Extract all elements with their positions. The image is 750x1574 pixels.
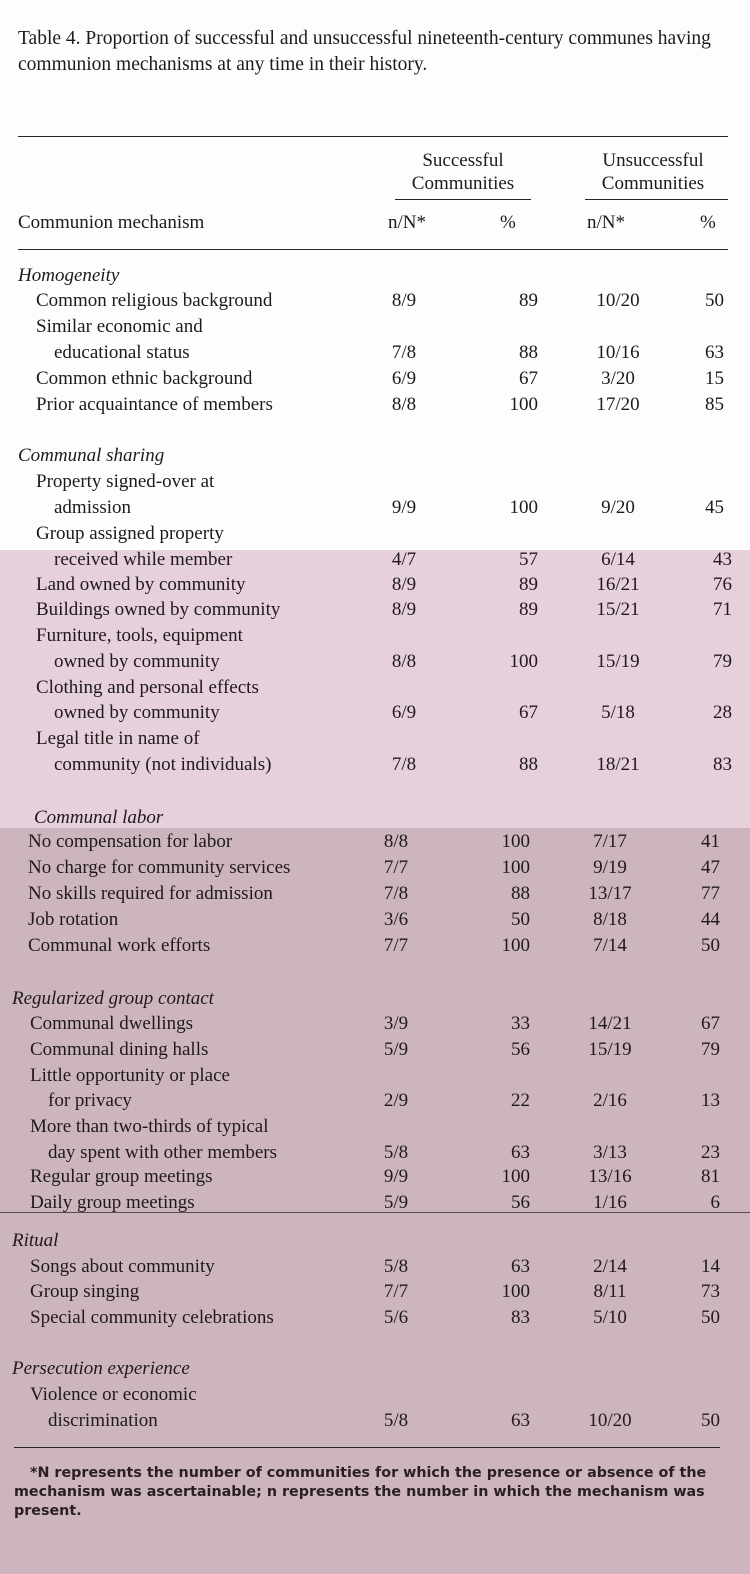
table-row [0,469,750,495]
unsuccessful-nN-cell: 15/19 [596,651,640,672]
bottom-rule [14,1447,720,1448]
unsuccessful-nN-cell: 2/16 [593,1090,627,1111]
successful-pct-cell: 63 [511,1256,530,1277]
successful-pct-cell: 100 [509,651,538,672]
successful-pct-cell: 100 [501,1166,530,1187]
unsuccessful-pct-cell: 85 [705,394,724,415]
mechanism-label: for privacy [48,1090,132,1111]
unsuccessful-header-line1: Unsuccessful [602,150,704,171]
successful-nN-cell: 5/9 [383,1039,409,1060]
mechanism-label: owned by community [54,651,220,672]
unsuccessful-nN-cell: 10/20 [596,290,640,311]
unsuccessful-pct-cell: 45 [705,497,724,518]
mechanism-label: Furniture, tools, equipment [36,625,243,646]
section-title: Homogeneity [18,265,120,286]
mechanism-label: Land owned by community [36,574,246,595]
unsuccessful-pct-cell: 67 [701,1013,720,1034]
successful-nN-cell: 7/7 [383,857,409,878]
unsuccessful-nN-cell: 13/17 [588,883,632,904]
successful-nN-cell: 5/8 [383,1142,409,1163]
successful-nN-cell: 5/6 [383,1307,409,1328]
successful-nN-cell: 5/9 [383,1192,409,1213]
table-row [0,700,750,726]
table-row [0,1408,750,1434]
mechanism-label: Buildings owned by community [36,599,281,620]
mechanism-label: Similar economic and [36,316,203,337]
unsuccessful-nN-cell: 15/21 [596,599,640,620]
mechanism-label: discrimination [48,1410,158,1431]
unsuccessful-pct-cell: 77 [701,883,720,904]
mechanism-label: No charge for community services [28,857,291,878]
table-row [0,881,750,907]
mechanism-label: day spent with other members [48,1142,278,1163]
successful-pct-cell: 100 [509,497,538,518]
mechanism-label: More than two-thirds of typical [30,1116,269,1137]
successful-pct-cell: 63 [511,1410,530,1431]
successful-pct-cell: 89 [519,574,538,595]
successful-header [385,150,541,195]
mechanism-label: received while member [54,549,233,570]
section-title: Communal sharing [18,445,165,466]
successful-pct-cell: 83 [511,1307,530,1328]
table-row [0,752,750,778]
successful-pct-header: % [500,212,516,233]
mechanism-label: Songs about community [30,1256,215,1277]
unsuccessful-pct-cell: 41 [701,831,720,852]
successful-pct-cell: 56 [511,1192,530,1213]
unsuccessful-pct-cell: 23 [701,1142,720,1163]
successful-nN-cell: 3/9 [383,1013,409,1034]
successful-pct-cell: 50 [511,909,530,930]
successful-nN-header: n/N* [388,212,426,233]
successful-nN-cell: 7/7 [383,1281,409,1302]
table-row [0,340,750,366]
unsuccessful-pct-cell: 15 [705,368,724,389]
table-row [0,1305,750,1331]
successful-nN-cell: 3/6 [383,909,409,930]
successful-pct-cell: 88 [519,754,538,775]
successful-pct-cell: 100 [501,1281,530,1302]
mechanism-label: Group assigned property [36,523,224,544]
unsuccessful-pct-cell: 63 [705,342,724,363]
unsuccessful-nN-cell: 8/18 [593,909,627,930]
section-title: Communal labor [34,807,164,828]
section-row [0,1228,750,1254]
mechanism-label: community (not individuals) [54,754,272,775]
table-row [0,1382,750,1408]
unsuccessful-nN-cell: 3/13 [593,1142,627,1163]
mechanism-label: No skills required for admission [28,883,273,904]
unsuccessful-nN-cell: 18/21 [596,754,640,775]
unsuccessful-nN-cell: 1/16 [593,1192,627,1213]
table-row [0,1140,750,1166]
table-row [0,623,750,649]
successful-pct-cell: 100 [501,831,530,852]
successful-nN-cell: 5/8 [383,1410,409,1431]
table-row [0,597,750,623]
mechanism-label: Daily group meetings [30,1192,195,1213]
successful-pct-cell: 100 [509,394,538,415]
unsuccessful-pct-cell: 50 [701,1307,720,1328]
unsuccessful-pct-cell: 50 [701,1410,720,1431]
mechanism-column-header: Communion mechanism [18,212,205,233]
successful-header-rule [395,199,531,200]
mechanism-label: Prior acquaintance of members [36,394,273,415]
mechanism-label: educational status [54,342,190,363]
mechanism-label: Clothing and personal effects [36,677,259,698]
mechanism-label: Property signed-over at [36,471,215,492]
successful-nN-cell: 7/7 [383,935,409,956]
unsuccessful-nN-cell: 7/17 [593,831,627,852]
mechanism-label: admission [54,497,132,518]
successful-nN-cell: 8/8 [383,831,409,852]
header-rule [18,249,728,250]
unsuccessful-pct-cell: 79 [701,1039,720,1060]
unsuccessful-pct-header: % [700,212,716,233]
successful-pct-cell: 88 [511,883,530,904]
unsuccessful-nN-cell: 7/14 [593,935,627,956]
unsuccessful-pct-cell: 6 [710,1192,720,1213]
unsuccessful-pct-cell: 76 [713,574,732,595]
section-row [0,805,750,831]
unsuccessful-pct-cell: 81 [701,1166,720,1187]
table-row [0,521,750,547]
mechanism-label: Common religious background [36,290,273,311]
mechanism-label: Job rotation [28,909,119,930]
unsuccessful-pct-cell: 28 [713,702,732,723]
successful-pct-cell: 33 [511,1013,530,1034]
unsuccessful-pct-cell: 44 [701,909,720,930]
table-row [0,1063,750,1089]
unsuccessful-header-line2: Communities [601,173,705,194]
unsuccessful-pct-cell: 79 [713,651,732,672]
table-row [0,649,750,675]
successful-header-line2: Communities [411,173,515,194]
table-row [0,1279,750,1305]
table-row [0,392,750,418]
table-row [0,1037,750,1063]
mechanism-label: Legal title in name of [36,728,200,749]
unsuccessful-nN-cell: 2/14 [593,1256,627,1277]
successful-pct-cell: 89 [519,599,538,620]
successful-nN-cell: 8/8 [391,394,417,415]
unsuccessful-header-rule [585,199,728,200]
successful-nN-cell: 6/9 [391,368,417,389]
table-row [0,547,750,573]
mechanism-label: owned by community [54,702,220,723]
successful-pct-cell: 88 [519,342,538,363]
table-row [0,288,750,314]
table-row [0,933,750,959]
unsuccessful-nN-cell: 3/20 [601,368,635,389]
ritual-divider-rule [0,1212,750,1213]
unsuccessful-nN-cell: 8/11 [593,1281,627,1302]
table-row [0,855,750,881]
successful-header-line1: Successful [422,150,504,171]
successful-pct-cell: 89 [519,290,538,311]
unsuccessful-pct-cell: 50 [705,290,724,311]
table-row [0,829,750,855]
section-title: Persecution experience [12,1358,190,1379]
table-row [0,366,750,392]
table-row [0,572,750,598]
table-row [0,1088,750,1114]
unsuccessful-pct-cell: 43 [713,549,732,570]
unsuccessful-header [574,150,732,195]
table-row [0,907,750,933]
mechanism-label: Little opportunity or place [30,1065,230,1086]
unsuccessful-pct-cell: 14 [701,1256,720,1277]
successful-pct-cell: 56 [511,1039,530,1060]
unsuccessful-nN-cell: 6/14 [601,549,635,570]
top-rule [18,136,728,137]
section-row [0,1356,750,1382]
section-row [0,263,750,289]
unsuccessful-nN-header: n/N* [587,212,625,233]
mechanism-label: Violence or economic [30,1384,197,1405]
unsuccessful-nN-cell: 10/20 [588,1410,632,1431]
mechanism-label: Communal work efforts [28,935,211,956]
successful-nN-cell: 9/9 [391,497,417,518]
unsuccessful-pct-cell: 71 [713,599,732,620]
successful-nN-cell: 7/8 [391,754,417,775]
table-row [0,495,750,521]
mechanism-label: Communal dwellings [30,1013,194,1034]
unsuccessful-pct-cell: 73 [701,1281,720,1302]
unsuccessful-nN-cell: 9/20 [601,497,635,518]
successful-nN-cell: 6/9 [391,702,417,723]
unsuccessful-nN-cell: 17/20 [596,394,640,415]
table-row [0,726,750,752]
section-title: Ritual [12,1230,59,1251]
successful-nN-cell: 4/7 [391,549,417,570]
successful-pct-cell: 63 [511,1142,530,1163]
section-title: Regularized group contact [12,988,214,1009]
footnote-text: *N represents the number of communities for which the presence or absence of the mechanism was ascertainable; n represents the number in which the mechanism was present. [14,1465,707,1519]
successful-pct-cell: 100 [501,935,530,956]
unsuccessful-nN-cell: 15/19 [588,1039,632,1060]
successful-nN-cell: 8/9 [391,599,417,620]
section-row [0,986,750,1012]
successful-nN-cell: 5/8 [383,1256,409,1277]
unsuccessful-pct-cell: 47 [701,857,720,878]
section-row [0,443,750,469]
table-row [0,1164,750,1190]
unsuccessful-nN-cell: 16/21 [596,574,640,595]
mechanism-label: Communal dining halls [30,1039,209,1060]
mechanism-label: Common ethnic background [36,368,253,389]
successful-nN-cell: 8/8 [391,651,417,672]
successful-nN-cell: 9/9 [383,1166,409,1187]
table-row [0,675,750,701]
successful-pct-cell: 100 [501,857,530,878]
successful-pct-cell: 57 [519,549,538,570]
table-caption: Table 4. Proportion of successful and unsuccessful nineteenth-century communes having communion mechanisms at any time in their history. [18,28,711,75]
unsuccessful-nN-cell: 13/16 [588,1166,632,1187]
mechanism-label: Regular group meetings [30,1166,213,1187]
unsuccessful-nN-cell: 14/21 [588,1013,632,1034]
mechanism-label: No compensation for labor [28,831,233,852]
successful-nN-cell: 7/8 [391,342,417,363]
unsuccessful-nN-cell: 5/18 [601,702,635,723]
successful-nN-cell: 2/9 [383,1090,409,1111]
mechanism-label: Group singing [30,1281,140,1302]
footnote [14,1464,726,1521]
successful-nN-cell: 8/9 [391,574,417,595]
table-row [0,1254,750,1280]
unsuccessful-nN-cell: 9/19 [593,857,627,878]
successful-pct-cell: 22 [511,1090,530,1111]
successful-nN-cell: 8/9 [391,290,417,311]
unsuccessful-pct-cell: 13 [701,1090,720,1111]
table-row [0,314,750,340]
successful-pct-cell: 67 [519,368,538,389]
unsuccessful-nN-cell: 10/16 [596,342,640,363]
table-row [0,1114,750,1140]
mechanism-label: Special community celebrations [30,1307,274,1328]
unsuccessful-pct-cell: 50 [701,935,720,956]
table-row [0,1011,750,1037]
unsuccessful-pct-cell: 83 [713,754,732,775]
successful-nN-cell: 7/8 [383,883,409,904]
unsuccessful-nN-cell: 5/10 [593,1307,627,1328]
successful-pct-cell: 67 [519,702,538,723]
